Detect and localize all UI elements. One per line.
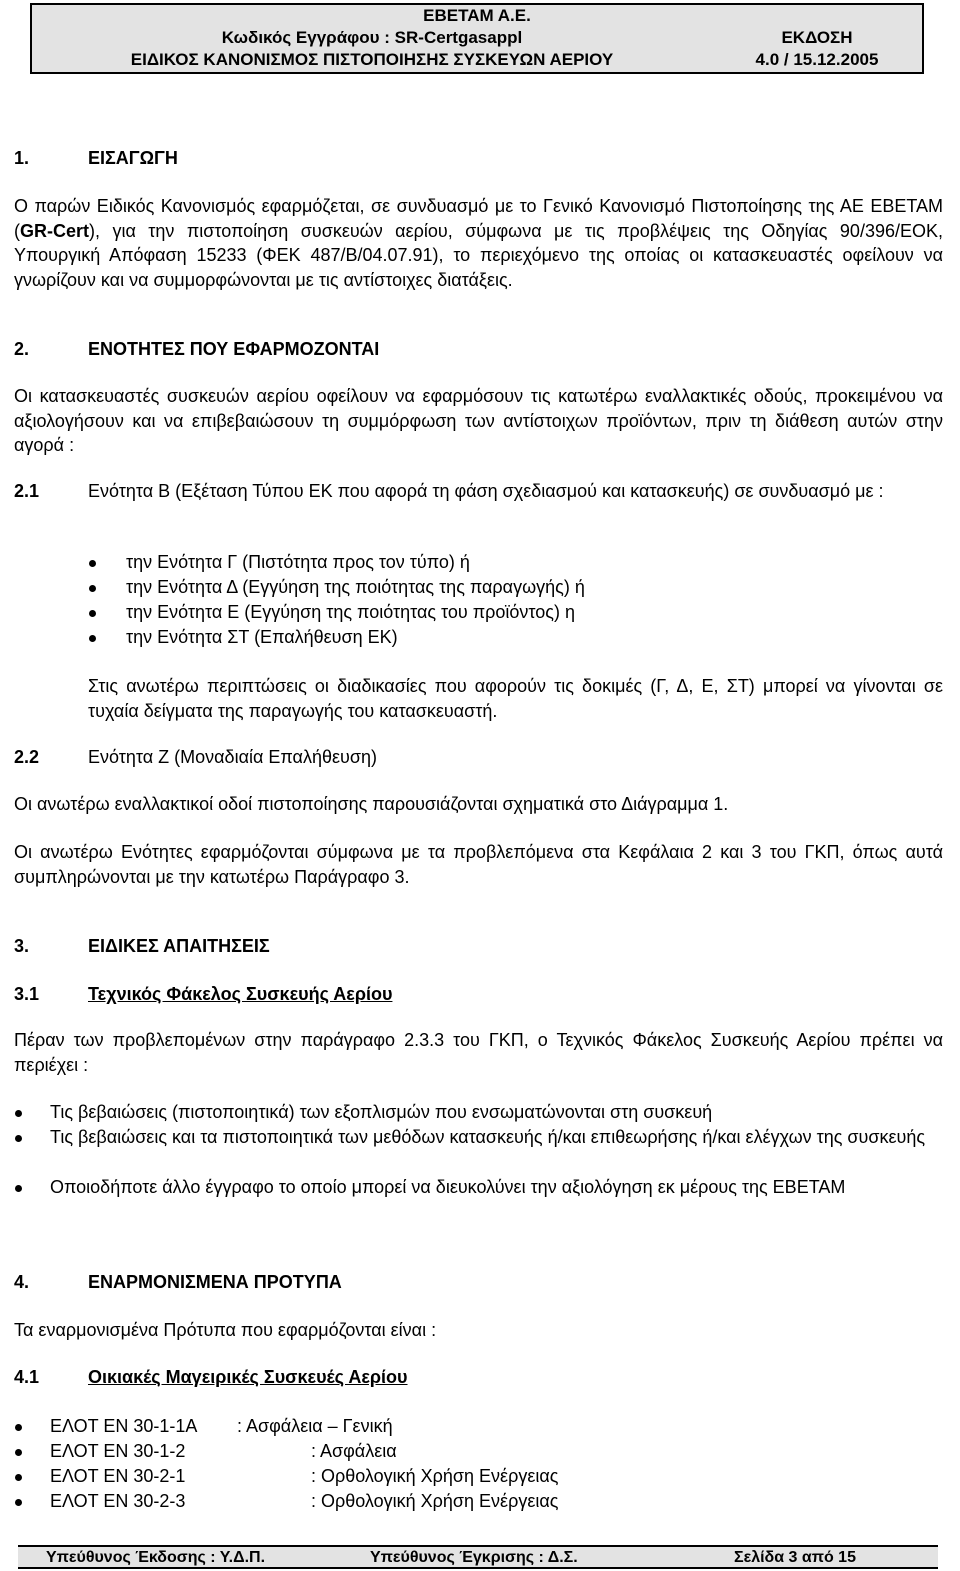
section-2-paragraph-4: Οι ανωτέρω Ενότητες εφαρμόζονται σύμφωνα με τα προβλεπόμενα στα Κεφάλαια 2 και 3 του ΓΚΠ, όπως αυτά συμπληρώνονται με την κατωτέρω Παράγραφο 3.	[14, 842, 943, 887]
bullet-icon	[89, 585, 96, 592]
section-4-title: ΕΝΑΡΜΟΝΙΣΜΕΝΑ ΠΡΟΤΥΠΑ	[88, 1272, 342, 1292]
section-2-1-number: 2.1	[14, 481, 40, 501]
standard-code: ΕΛΟΤ ΕΝ 30-2-3	[50, 1491, 186, 1511]
document-header	[30, 3, 924, 74]
module-list-item: την Ενότητα Γ (Πιστότητα προς τον τύπο) ή	[126, 552, 470, 572]
standard-code: ΕΛΟΤ ΕΝ 30-1-1Α	[50, 1416, 198, 1436]
section-1-number: 1.	[14, 148, 30, 168]
section-3-number: 3.	[14, 936, 30, 956]
module-list-item: την Ενότητα Δ (Εγγύηση της ποιότητας της παραγωγής) ή	[126, 577, 585, 597]
edition-value: 4.0 / 15.12.2005	[755, 50, 879, 69]
section-2-paragraph-2: Στις ανωτέρω περιπτώσεις οι διαδικασίες που αφορούν τις δοκιμές (Γ, Δ, Ε, ΣΤ) μπορεί να γίνονται σε τυχαία δείγματα της παραγωγής του κατασκευαστή.	[88, 676, 943, 721]
module-list-item: την Ενότητα Ε (Εγγύηση της ποιότητας του προϊόντος) η	[126, 602, 575, 622]
section-4-1-number: 4.1	[14, 1367, 40, 1387]
bullet-icon	[89, 560, 96, 567]
bullet-icon	[15, 1474, 22, 1481]
edition-label: ΕΚΔΟΣΗ	[781, 28, 853, 47]
section-4-number: 4.	[14, 1272, 30, 1292]
document-footer	[18, 1545, 938, 1569]
section-4-1-title: Οικιακές Μαγειρικές Συσκευές Αερίου	[88, 1367, 408, 1387]
standard-code: ΕΛΟΤ ΕΝ 30-1-2	[50, 1441, 186, 1461]
section-3-1-number: 3.1	[14, 984, 40, 1004]
technical-file-item: Τις βεβαιώσεις (πιστοποιητικά) των εξοπλισμών που ενσωματώνονται στη συσκευή	[50, 1102, 713, 1122]
section-2-2-number: 2.2	[14, 747, 40, 767]
standard-description: : Ορθολογική Χρήση Ενέργειας	[311, 1466, 559, 1486]
bullet-icon	[15, 1135, 22, 1142]
section-1-title: ΕΙΣΑΓΩΓΗ	[88, 148, 178, 168]
bullet-icon	[15, 1499, 22, 1506]
section-3-paragraph: Πέραν των προβλεπομένων στην παράγραφο 2.3.3 του ΓΚΠ, ο Τεχνικός Φάκελος Συσκευής Αερίου πρέπει να περιέχει :	[14, 1030, 943, 1075]
document-code: Κωδικός Εγγράφου : SR-Certgasappl	[221, 28, 523, 47]
bullet-icon	[15, 1449, 22, 1456]
standard-code: ΕΛΟΤ ΕΝ 30-2-1	[50, 1466, 186, 1486]
approver-label: Υπεύθυνος Έγκρισης : Δ.Σ.	[370, 1549, 578, 1566]
company-name: ΕΒΕΤΑΜ Α.Ε.	[423, 6, 531, 25]
section-2-1-text: Ενότητα Β (Εξέταση Τύπου ΕΚ που αφορά τη φάση σχεδιασμού και κατασκευής) σε συνδυασμό με :	[88, 481, 884, 501]
section-2-title: ΕΝΟΤΗΤΕΣ ΠΟΥ ΕΦΑΡΜΟΖΟΝΤΑΙ	[88, 339, 380, 359]
issuer-label: Υπεύθυνος Έκδοσης : Υ.Δ.Π.	[46, 1549, 266, 1566]
technical-file-item: Οποιοδήποτε άλλο έγγραφο το οποίο μπορεί να διευκολύνει την αξιολόγηση εκ μέρους της ΕΒΕΤΑΜ	[50, 1177, 846, 1197]
technical-file-item: Τις βεβαιώσεις και τα πιστοποιητικά των μεθόδων κατασκευής ή/και επιθεωρήσης ή/και ελέγχων της συσκευής	[50, 1127, 926, 1147]
bullet-icon	[89, 635, 96, 642]
standard-description: : Ορθολογική Χρήση Ενέργειας	[311, 1491, 559, 1511]
bullet-icon	[15, 1110, 22, 1117]
section-3-1-title: Τεχνικός Φάκελος Συσκευής Αερίου	[88, 984, 393, 1004]
standard-description: : Ασφάλεια – Γενική	[237, 1416, 393, 1436]
section-2-paragraph-1: Οι κατασκευαστές συσκευών αερίου οφείλουν να εφαρμόσουν τις κατωτέρω εναλλακτικές οδούς, προκειμένου να αξιολογήσουν και να επιβεβαιώσουν τη συμμόρφωση των αντίστοιχων προϊόντων, πριν τη διάθεση αυτών στην αγορά :	[14, 386, 943, 455]
document-title: ΕΙΔΙΚΟΣ ΚΑΝΟΝΙΣΜΟΣ ΠΙΣΤΟΠΟΙΗΣΗΣ ΣΥΣΚΕΥΩΝ ΑΕΡΙΟΥ	[130, 50, 614, 69]
standard-description: : Ασφάλεια	[311, 1441, 397, 1461]
section-2-number: 2.	[14, 339, 30, 359]
page-number: Σελίδα 3 από 15	[734, 1549, 856, 1566]
module-list-item: την Ενότητα ΣΤ (Επαλήθευση ΕΚ)	[126, 627, 398, 647]
section-2-2-text: Ενότητα Ζ (Μοναδιαία Επαλήθευση)	[88, 747, 377, 767]
section-1-paragraph: Ο παρών Ειδικός Κανονισμός εφαρμόζεται, σε συνδυασμό με το Γενικό Κανονισμό Πιστοποίησης της ΑΕ ΕΒΕΤΑΜ (GR-Cert), για την πιστοποίηση συσκευών αερίου, σύμφωνα με τις προβλέψεις της Οδηγίας 90/396/ΕΟΚ, Υπουργική Απόφαση 15233 (ΦΕΚ 487/Β/04.07.91), το περιεχόμενο της οποίας οι κατασκευαστές οφείλουν να γνωρίζουν και να συμμορφώνονται με τις αντίστοιχες διατάξεις.	[14, 196, 943, 290]
section-3-title: ΕΙΔΙΚΕΣ ΑΠΑΙΤΗΣΕΙΣ	[88, 936, 270, 956]
section-4-paragraph: Τα εναρμονισμένα Πρότυπα που εφαρμόζονται είναι :	[14, 1320, 437, 1340]
section-2-paragraph-3: Οι ανωτέρω εναλλακτικοί οδοί πιστοποίησης παρουσιάζονται σχηματικά στο Διάγραμμα 1.	[14, 794, 729, 814]
bullet-icon	[15, 1185, 22, 1192]
bullet-icon	[15, 1424, 22, 1431]
bullet-icon	[89, 610, 96, 617]
